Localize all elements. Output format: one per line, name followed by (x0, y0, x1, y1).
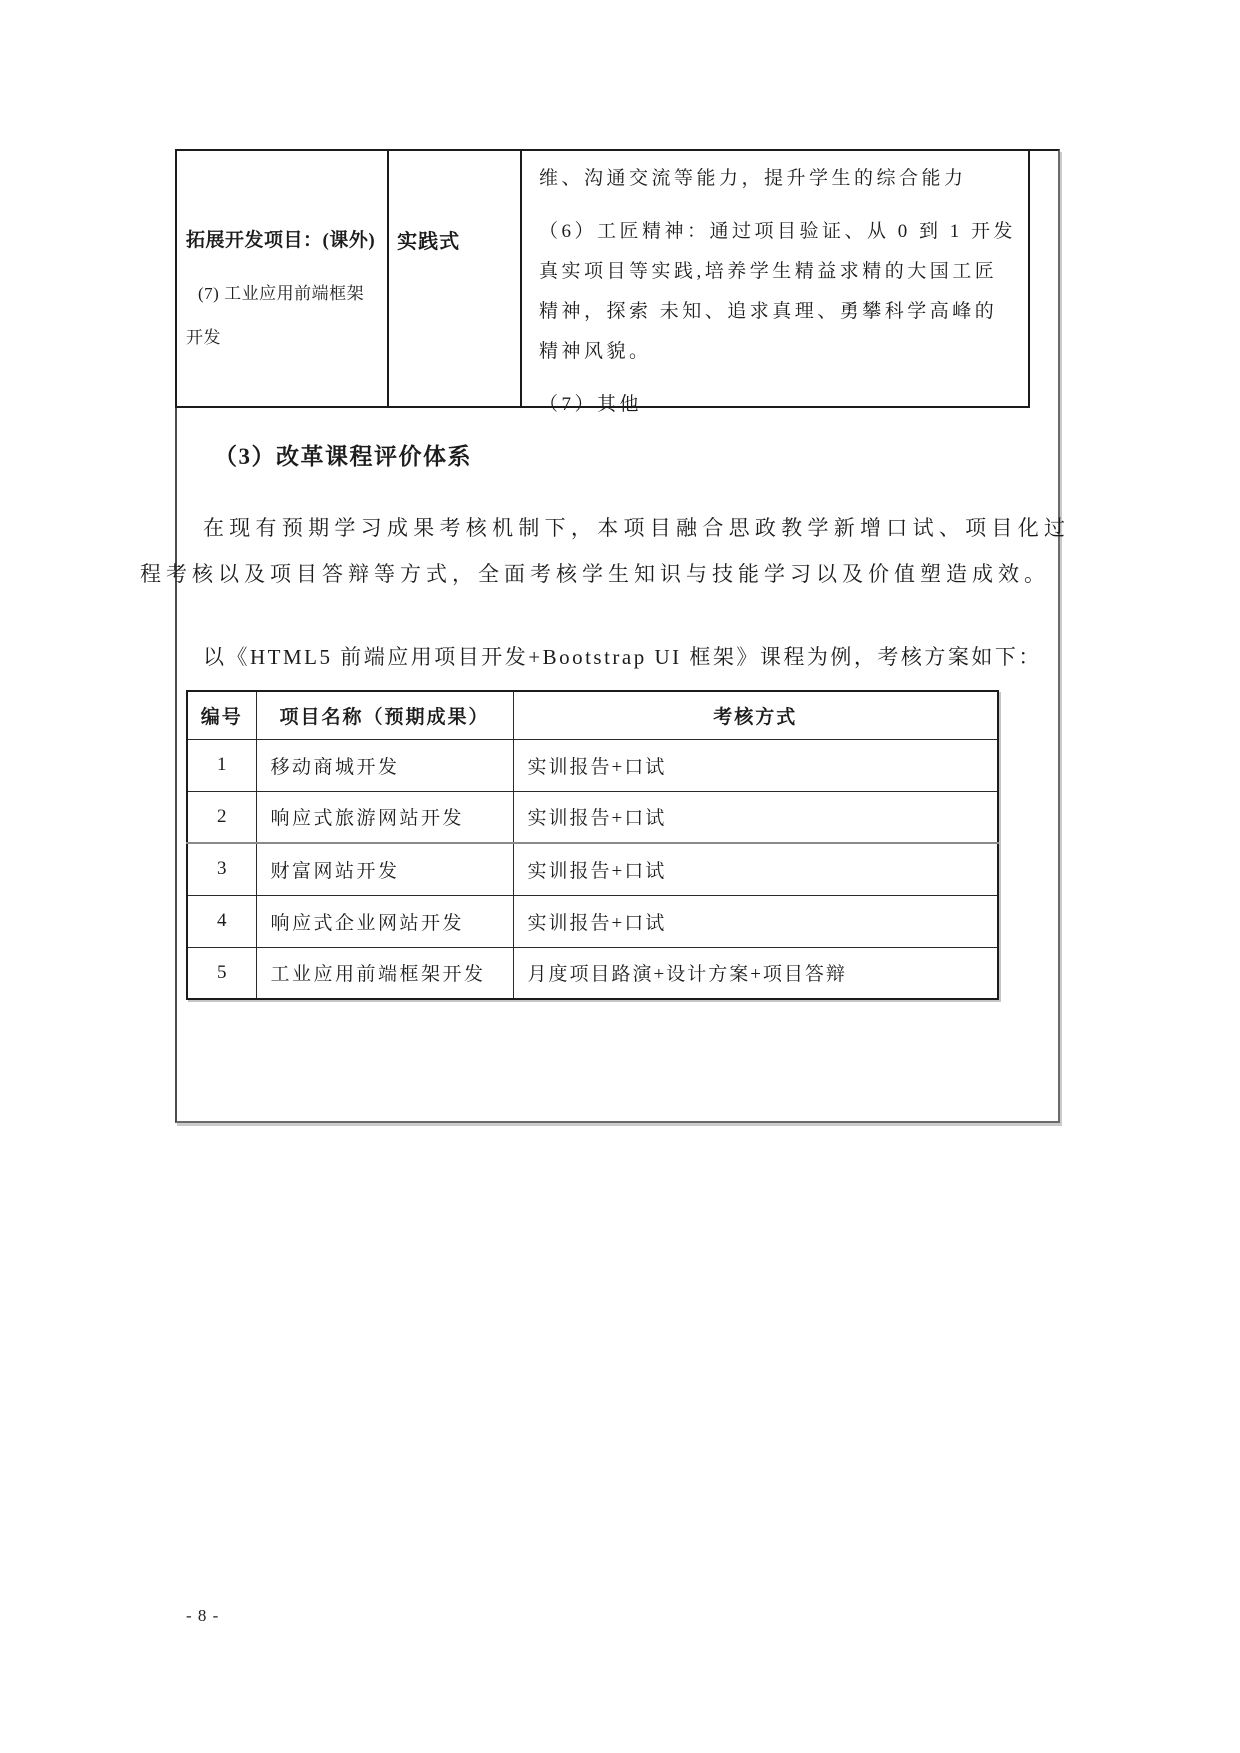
row-number: 5 (187, 947, 256, 999)
row-number: 1 (187, 739, 256, 791)
row-project-name: 响应式旅游网站开发 (256, 791, 513, 843)
header-cell-project-name: 项目名称（预期成果） (256, 691, 513, 739)
section-intro-line: 以《HTML5 前端应用项目开发+Bootstrap UI 框架》课程为例，考核方案如下： (203, 645, 1042, 669)
project-cell-title: 拓展开发项目：(课外) (186, 230, 376, 251)
table1-cell-description (522, 151, 1028, 415)
row-project-name: 财富网站开发 (256, 843, 513, 895)
section-paragraph: 在现有预期学习成果考核机制下，本项目融合思政教学新增口试、项目化过程考核以及项目答辩等方式，全面考核学生知识与技能学习以及价值塑造成效。 (140, 516, 1070, 586)
section-heading: （3）改革课程评价体系 (214, 444, 472, 469)
project-cell-item: (7) 工业应用前端框架开发 (186, 284, 365, 347)
header-cell-number: 编号 (187, 691, 256, 739)
table-row (187, 843, 998, 895)
description-line: （6）工匠精神：通过项目验证、从 0 到 1 开发 (538, 221, 1016, 242)
description-line: 精神风貌。 (538, 341, 652, 362)
assessment-table-header-row (187, 691, 998, 739)
table1-cell-method: 实践式 (389, 151, 522, 406)
table-row (187, 791, 998, 843)
table-row (187, 739, 998, 791)
row-number: 4 (187, 895, 256, 947)
table1-cell-project (177, 151, 389, 406)
row-project-name: 工业应用前端框架开发 (256, 947, 513, 999)
description-line: 维、沟通交流等能力，提升学生的综合能力 (538, 168, 967, 189)
row-assessment-method: 实训报告+口试 (513, 791, 998, 843)
row-number: 2 (187, 791, 256, 843)
row-project-name: 移动商城开发 (256, 739, 513, 791)
row-project-name: 响应式企业网站开发 (256, 895, 513, 947)
assessment-table (186, 690, 999, 1000)
course-projects-table (175, 149, 1030, 415)
table-row (187, 895, 998, 947)
row-number: 3 (187, 843, 256, 895)
row-assessment-method: 实训报告+口试 (513, 739, 998, 791)
row-assessment-method: 月度项目路演+设计方案+项目答辩 (513, 947, 998, 999)
header-cell-assessment-method: 考核方式 (513, 691, 998, 739)
row-assessment-method: 实训报告+口试 (513, 843, 998, 895)
description-line: 真实项目等实践,培养学生精益求精的大国工匠 (538, 261, 998, 282)
description-line: （7）其他 (538, 394, 642, 415)
description-line: 精神，探索 未知、追求真理、勇攀科学高峰的 (538, 301, 998, 322)
table-row (187, 947, 998, 999)
row-assessment-method: 实训报告+口试 (513, 895, 998, 947)
page-number: - 8 - (186, 1606, 220, 1625)
